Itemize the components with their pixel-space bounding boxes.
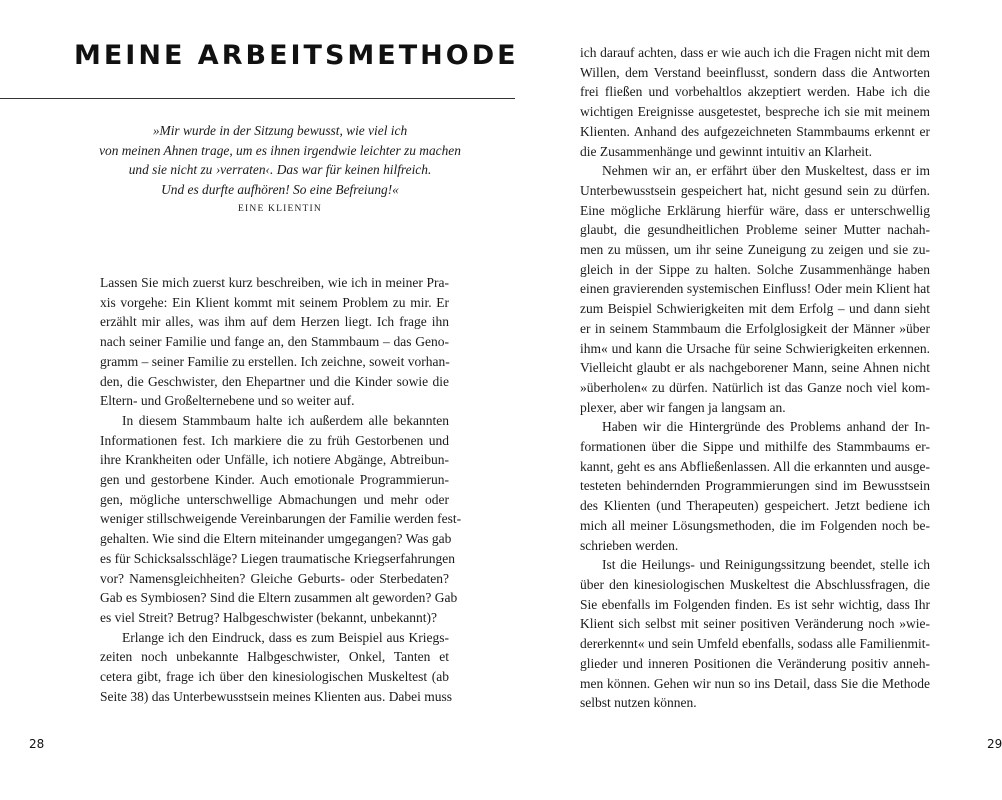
text-line: über den kinesiologischen Muskeltest die Abschlussfragen, die (580, 576, 930, 592)
chapter-title: MEINE ARBEITSMETHODE (74, 40, 519, 71)
epigraph-line: von meinen Ahnen trage, um es ihnen irgendwie leichter zu machen (99, 142, 461, 158)
text-line: Informationen fest. Ich markiere die zu früh Gestorbenen und (100, 432, 449, 448)
text-line: ihm« und kann die Ursache für seine Schwierigkeiten erkennen. (580, 340, 930, 356)
text-line: Vielleicht glaubt er als nachgeborener Mann, seine Ahnen nicht (580, 360, 930, 376)
text-line: gleich in der Sippe zu halten. Solche Zusammenhänge haben (580, 261, 930, 277)
left-body-text (100, 273, 462, 706)
text-line: testeten behindernden Programmierungen sind im Bewusstsein (580, 478, 930, 494)
text-line: gehalten. Wie sind die Eltern miteinander umgegangen? Was gab (100, 531, 452, 547)
text-line: Seite 38) das Unterbewusstsein meines Klienten aus. Dabei muss (100, 688, 453, 704)
text-line: des Klienten (und Therapeuten) gespeichert. Jetzt bediene ich (580, 498, 930, 514)
text-line: men zu müssen, um ihr seine Zuneigung zu zeigen und sie zu- (580, 242, 930, 258)
text-line: gen, mögliche unterschwellige Abmachungen und mehr oder (100, 491, 449, 507)
text-line: glaubt, die gesundheitlichen Probleme seiner Mutter nachah- (580, 222, 930, 238)
text-line: gen und gestorbene Kinder. Auch emotionale Programmierun- (100, 472, 449, 488)
epigraph-line: Und es durfte aufhören! So eine Befreiung!« (161, 181, 399, 197)
text-line: selbst nutzen können. (580, 695, 697, 711)
text-line: nach seiner Familie und fange an, den Stammbaum – das Geno- (100, 334, 449, 350)
text-line: glieder und inneren Positionen die Veränderung positiv anneh- (580, 655, 930, 671)
text-line: mich all meiner Lösungsmethoden, die im Folgenden noch be- (580, 517, 930, 533)
text-line: die Zusammenhänge und gewinnt intuitiv an Klarheit. (580, 143, 873, 159)
text-line: frei fließen und vorbehaltlos akzeptiert werden. Habe ich die (580, 84, 930, 100)
right-body-text (580, 43, 930, 713)
text-line: gramm – seiner Familie zu erstellen. Ich zeichne, soweit vorhan- (100, 353, 450, 369)
text-line: In diesem Stammbaum halte ich außerdem alle bekannten (122, 412, 449, 428)
text-line: ihre Krankheiten oder Unfälle, ich notiere Abgänge, Abtreibun- (100, 452, 449, 468)
text-line: plexer, aber wir fangen ja langsam an. (580, 399, 786, 415)
text-line: Unterbewusstsein gespeichert hat, nicht gesund sein zu dürfen. (580, 182, 930, 198)
text-line: es für Schicksalsschläge? Liegen traumatische Kriegserfahrungen (100, 550, 455, 566)
text-line: Ist die Heilungs- und Reinigungssitzung beendet, stelle ich (602, 557, 930, 573)
text-line: men können. Gehen wir nun so ins Detail, dass Sie die Methode (580, 675, 930, 691)
text-line: Nehmen wir an, er erfährt über den Muskeltest, dass er im (602, 163, 930, 179)
epigraph-line: und sie nicht zu ›verraten‹. Das war für keinen hilfreich. (128, 162, 432, 178)
epigraph-attribution: EINE KLIENTIN (238, 204, 322, 215)
epigraph-line: »Mir wurde in der Sitzung bewusst, wie viel ich (152, 123, 408, 138)
text-line: den, die Geschwister, den Ehepartner und die Kinder sowie die (100, 373, 449, 389)
text-line: er in seinem Stammbaum die Erfolglosigkeit der Männer »über (580, 320, 930, 336)
text-line: Klienten. Anhand des aufgezeichneten Stammbaums erkennt er (580, 123, 930, 139)
text-line: Willen, dem Verstand beeinflusst, sondern dass die Antworten (580, 64, 930, 80)
text-line: einen gravierenden systemischen Einfluss! Oder mein Klient hat (580, 281, 930, 297)
epigraph (40, 121, 520, 217)
text-line: Sie ebenfalls im Folgenden finden. Es ist sehr wichtig, dass Ihr (580, 596, 930, 612)
text-line: dererkennt« und sein Umfeld ebenfalls, sodass alle Familienmit- (580, 636, 930, 652)
text-line: xis vorgehe: Ein Klient kommt mit seinem Problem zu mir. Er (100, 294, 449, 310)
text-line: zeiten noch unbekannte Halbgeschwister, Onkel, Tanten et (100, 649, 449, 665)
title-rule (0, 98, 515, 99)
page-number-right: 29 (987, 737, 1002, 751)
text-line: weniger stillschweigende Vereinbarungen der Familie werden fest- (100, 511, 462, 527)
text-line: kannt, geht es ans Abfließenlassen. All die erkannten und ausge- (580, 458, 930, 474)
text-line: Haben wir die Hintergründe des Problems anhand der In- (602, 419, 930, 435)
text-line: »überholen« zu dürfen. Natürlich ist das Ganze noch viel kom- (580, 379, 930, 395)
text-line: ich darauf achten, dass er wie auch ich die Fragen nicht mit dem (580, 45, 930, 60)
text-line: formationen über die Sippe und mithilfe des Stammbaums er- (580, 439, 930, 455)
text-line: es viel Streit? Betrug? Halbgeschwister (bekannt, unbekannt)? (100, 609, 438, 625)
text-line: Gab es Symbiosen? Sind die Eltern zusammen alt geworden? Gab (100, 590, 458, 606)
text-line: Eine mögliche Erklärung hierfür wäre, dass er unterschwellig (580, 202, 930, 218)
text-line: Eltern- und Großelternebene und so weiter auf. (100, 393, 355, 409)
page-number-left: 28 (29, 737, 45, 751)
text-line: vor? Namensgleichheiten? Gleiche Geburts- oder Sterbedaten? (100, 570, 449, 586)
text-line: wichtigen Ereignisse ausgetestet, bespreche ich sie mit meinem (580, 104, 930, 120)
text-line: erzählt mir alles, was ihm auf dem Herzen liegt. Ich frage ihn (100, 314, 449, 330)
text-line: cetera gibt, frage ich über den kinesiologischen Muskeltest (ab (100, 669, 449, 685)
text-line: zum Beispiel Schwierigkeiten mit dem Erfolg – und dann sieht (580, 301, 930, 317)
text-line: Lassen Sie mich zuerst kurz beschreiben, wie ich in meiner Pra- (100, 275, 449, 290)
text-line: schrieben werden. (580, 537, 679, 553)
text-line: Erlange ich den Eindruck, dass es zum Beispiel aus Kriegs- (122, 629, 449, 645)
text-line: Klient sich selbst mit seiner positiven Veränderung noch »wie- (580, 616, 930, 632)
